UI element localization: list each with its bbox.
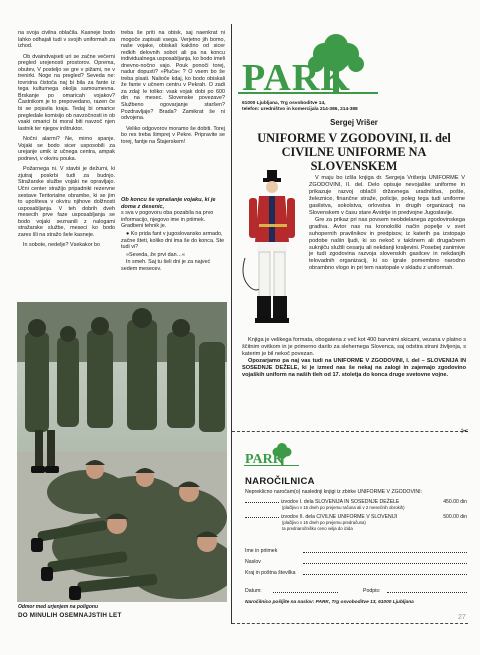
qa-answer: »Seveda, že prvi dan…« xyxy=(126,251,186,258)
order-item-note: ta prednaročniško ceno velja do izida xyxy=(282,526,353,531)
column-divider xyxy=(231,24,232,624)
signature-field[interactable] xyxy=(387,592,467,593)
publisher-info xyxy=(242,101,358,113)
ad-paragraph: Opozarjamo pa naj vas tudi na UNIFORME V ZGODOVINI, I. del – SLOVENIJA IN SOSEDNJE DEŽELE, ki je izmed nas še nekaj na zalogi in zajemajo zgodovino vojaških uniform na naših tleh od 17. stoletja do konca druge svetovne vojne. xyxy=(242,357,466,378)
order-item-note: (plačljivo v 15 dneh po prejemu računa ali v 2 mesečnih obrokih) xyxy=(282,505,405,510)
date-field[interactable] xyxy=(273,592,338,593)
publisher-address: 61000 Ljubljana, Trg osvoboditve 14, xyxy=(242,101,326,106)
address-field-label: Naslov xyxy=(245,559,261,565)
article-paragraph: treba še priti na obisk, saj naenkrat ni mogoče zapisati vsega. Verjetno jih bomo, naše vojake, obiskali kakšno od sicer redkih delovnih sobot ali pa na koncu individualnega usposabljanja, ko bodo imeli dnevno-nočno vajo. Pouk ponoči torej, nadur dopusti? »Pluča« ? O vsem bo še treba pisati. Nalioče kdaj, ko bodo obiskali že fante v učnem centru v Pekrah. O zadi za zdaj: le tolikо: vsak vojak dobi po 600 din na mesec. Slovenske povezave? Službeno ogovarjanje staršen? Pozdravljaje? Brada? Zamikrat še ni odvojena. xyxy=(121,30,225,122)
book-title xyxy=(242,131,466,173)
postcode-field[interactable] xyxy=(245,570,467,576)
name-field-label: Ime in priimek xyxy=(245,548,278,554)
uniformed-soldier-illustration xyxy=(241,168,305,332)
qa-box xyxy=(121,197,225,292)
ad-paragraph: V maju bo izšla knjiga dr. Sergeja Vrišerja UNIFORME V ZGODOVINI, II. del. Delo opisuje nevojaške uniforme in prikazuje razvoj oblačil državnega uradništva, pošte, železnice, finančne straže, policije, poleg tega tudi uniforme gasilstva, sokolstva, orlovstva in drugih organizacij na Slovenskem v času stare Avstrije in predvojne Jugoslavije. xyxy=(309,175,465,216)
postcode-field-label: Kraj in poštna številka xyxy=(245,570,296,576)
order-item-price: 450.00 din xyxy=(443,499,467,505)
uniform-figure xyxy=(241,168,305,332)
order-form-title: NAROČILNICA xyxy=(245,476,315,487)
ad-body-column-wide xyxy=(242,337,466,379)
page-number: 27 xyxy=(458,614,466,621)
ad-body-column xyxy=(309,175,465,272)
ad-paragraph: Gre za prikaz pri nas povsem neobdelanega zgodovinskega gradiva. Avtor nas na kronološki način popelje v svet suhopernih pravilnikov in predpisov, iz katerih pa izstopajo podobe našin ljudi, ki so nekoč v takšnem ali drugačnem suknjiču služili cesarju ali nekdanji kraljevini. Posebej zanimive je tudi zgodovina razvoja slovenskih gasilcev in nekdanjih telovadnih organizacij, ki so igrale pomembno narodno obrambno vlogo in pri tem nastopale v skladu z uniformah. xyxy=(309,216,465,272)
article-column-1 xyxy=(18,30,115,292)
address-field[interactable] xyxy=(245,559,467,565)
order-item-label: izvodov I. dela SLOVENIJA IN SOSEDNJE DEŽELE xyxy=(281,499,400,505)
name-field[interactable] xyxy=(245,548,467,554)
quantity-field-2[interactable] xyxy=(245,517,279,518)
order-item-price: 500.00 din xyxy=(443,514,467,520)
qa-title: Ob koncu še vprašanje vojaku, ki je doma z desenic, xyxy=(121,197,216,210)
book-author: Sergej Vrišer xyxy=(330,118,378,127)
signature-label: Podpis: xyxy=(363,588,381,594)
article-paragraph: Požarnega ni. V stavbi je dežurni, ki zjutraj poskrbi tudi za budnjo. Stražarske službe vojaki ne opravljajo. Učni center stražijo pripadniki rezervne sestave Teritorialne obrambe, ki se jim to upoštevа v okviru njihove dolžnosti usposabljanja. V teh dobrih dveh mesecih prve faze usposabljanja se bodo vojaki seznanili z nalogami stražarske službe, meseci ko bodo zares šli na stražo šele kasneje. xyxy=(18,166,115,238)
qa-answer: In smeh. Saj tu šeli dni je za najveć sedem mesecev. xyxy=(121,259,211,272)
order-item-1 xyxy=(245,499,467,511)
qa-intro: s sva v pogovoru oba pozabila na prvo informacijo, njegovo ime in priimek. Gradbeni tehnik je. xyxy=(121,210,214,230)
date-signature-row xyxy=(245,588,467,594)
date-label: Datum: xyxy=(245,588,262,594)
order-item-label: izvodov II. dela CIVILNE UNIFORME V SLOVENIJI xyxy=(281,514,398,520)
article-paragraph: na svoja civilna oblačila. Kasneje bodo lahko odhajali tudi v svojih uniformah za izhod. xyxy=(18,30,115,50)
qa-question: ● Ko prida fant v jugoslovansko armado, začne šteti, koliko dni ima še do konca. Ste tudi vi? xyxy=(121,230,225,251)
book-title-line: CIVILNE UNIFORME NA SLOVENSKEM xyxy=(281,145,427,173)
order-item-2 xyxy=(245,514,467,532)
park-logo-text: PARK xyxy=(242,57,351,99)
ad-paragraph: Knjiga je velikega formata, obogatena z več kot 400 barvnimi skicami, vezana v platno s ščitnim ovitkom in je primerno darilo za slehernega Slovenca, saj odstira strani življenja, s katerim je bil nekoč povezan. xyxy=(242,337,466,357)
article-paragraph: In sobote, nedelje? Vsekakor bo xyxy=(23,242,101,249)
article-paragraph: Ob dvaindvajseti uri se začne večerni pregled urejenosti prostorov. Oprema, obutev, V posteljo se gre v pižami, ne v trenirki. Noge na pregled? Seveda ne: tovrstna čistoča naj bi bila za fante iz tega kulturnega okolja samoumevna. Brskanje po omaricah vojakov? Častnikom je to prepovedano, razen če bi se pojavila kraja. Tedaj bi omarice pregledale komisijo ob navzočnosti in ob vsaki omarici bi moral biti navzoč njen lastnik ter njegov inštruktor. xyxy=(18,53,115,132)
cut-line xyxy=(232,623,468,624)
park-logo-small-text: PARK xyxy=(245,452,284,467)
article-paragraph: Veliko odgovorov moramo še dobiti. Torej bo res treba šimprej v Pekre. Pripravite se torej, fantje na Štajerskem! xyxy=(121,125,225,145)
soldiers-photo xyxy=(17,302,227,602)
scissors-icon: ✂ xyxy=(461,426,469,436)
send-address: Naročilnico pošljite na naslov: PARK, Trg osvoboditve 13, 61000 Ljubljana xyxy=(245,600,414,605)
page-footer-title: DO MINULIH OSEMNAJSTIH LET xyxy=(18,612,122,619)
order-item-note: (plačljivo v 15 dneh po prejemu predračuna) xyxy=(282,520,366,525)
publisher-phone: telefon: uredništvo in komercijala 214-386, 214-388 xyxy=(242,107,358,112)
cut-line xyxy=(232,431,468,432)
article-paragraph: Nočni alarmi? Ne, mirno spanje. Vojaki se bodo sicer usposobili za urejanje umik iz učnega centra, ampak podnevi, v okviru pouka. xyxy=(18,136,115,162)
soldiers-illustration xyxy=(17,302,227,602)
article-column-2 xyxy=(121,30,225,196)
book-title-line: UNIFORME V ZGODOVINI, II. del xyxy=(257,131,451,145)
quantity-field-1[interactable] xyxy=(245,502,279,503)
photo-caption: Odmor med urjenjem na poligonu xyxy=(18,604,99,610)
order-intro: Nepreklicno naročam(o) naslednji knjigi iz zbirke UNIFORME V ZGODOVINI: xyxy=(245,489,423,495)
